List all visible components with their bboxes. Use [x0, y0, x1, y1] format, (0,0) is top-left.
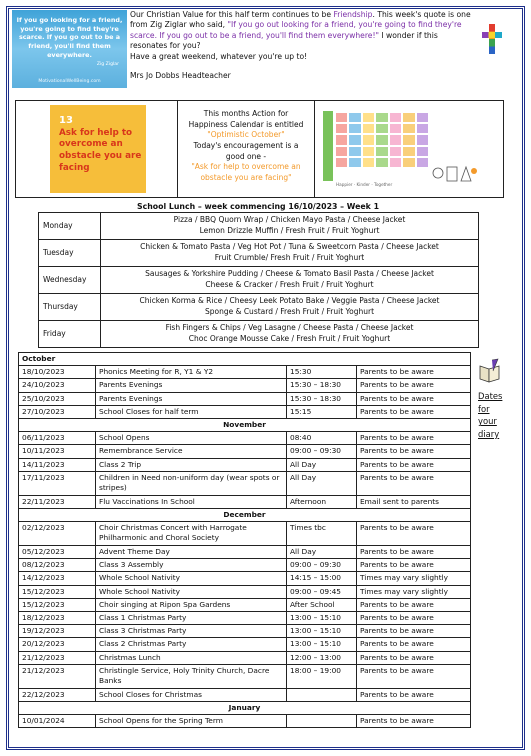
diary-row — [19, 546, 471, 559]
diary-date: 05/12/2023 — [19, 546, 96, 559]
headteacher-signature: Mrs Jo Dobbs Headteacher — [130, 71, 231, 81]
lunch-menu-line1: Fish Fingers & Chips / Veg Lasagne / Cheese Pasta / Cheese Jacket — [165, 323, 414, 333]
intro-suffix: I wonder if this resonates for you? — [130, 30, 438, 51]
diary-event: Choir Christmas Concert with Harrogate Philharmonic and Choral Society — [96, 522, 287, 546]
diary-date: 06/11/2023 — [19, 432, 96, 445]
calendar-cell — [336, 147, 347, 156]
diary-time: 09:00 – 09:30 — [287, 445, 357, 458]
intro-middle: . This week's quote is one from Zig Ziglar who said, — [130, 10, 471, 30]
lunch-day: Monday — [39, 213, 101, 240]
diary-row — [19, 715, 471, 728]
diary-time — [287, 688, 357, 701]
diary-note: Parents to be aware — [357, 651, 471, 664]
calendar-image — [322, 105, 482, 193]
calendar-doodle-icon — [430, 159, 478, 189]
quote-image-signature: Zig Ziglar — [96, 62, 119, 68]
diary-event: Phonics Meeting for R, Y1 & Y2 — [96, 366, 287, 379]
diary-row — [19, 432, 471, 445]
diary-event: Christingle Service, Holy Trinity Church, Dacre Banks — [96, 664, 287, 688]
diary-time: 15:30 – 18:30 — [287, 379, 357, 392]
calendar-cell — [363, 158, 374, 167]
diary-row — [19, 458, 471, 471]
calendar-cell — [390, 113, 401, 122]
calendar-name: "Optimistic October" — [207, 130, 285, 140]
diary-date: 22/12/2023 — [19, 688, 96, 701]
action-line1: This months Action for Happiness Calendar is entitled — [188, 109, 304, 129]
diary-event: Parents Evenings — [96, 379, 287, 392]
diary-row — [19, 612, 471, 625]
calendar-cell — [390, 124, 401, 133]
diary-time: 15:30 – 18:30 — [287, 392, 357, 405]
diary-row — [19, 638, 471, 651]
lunch-row — [39, 213, 479, 240]
diary-date: 24/10/2023 — [19, 379, 96, 392]
diary-time — [287, 715, 357, 728]
diary-row — [19, 405, 471, 418]
diary-event: Class 2 Christmas Party — [96, 638, 287, 651]
diary-time: Afternoon — [287, 495, 357, 508]
diary-time: 14:15 – 15:00 — [287, 572, 357, 585]
calendar-cell — [336, 124, 347, 133]
calendar-cell — [363, 113, 374, 122]
diary-time: 09:00 – 09:45 — [287, 585, 357, 598]
diary-event: School Closes for Christmas — [96, 688, 287, 701]
diary-event: Children in Need non-uniform day (wear spots or stripes) — [96, 471, 287, 495]
diary-note: Parents to be aware — [357, 379, 471, 392]
lunch-day: Wednesday — [39, 267, 101, 294]
diary-month-label: November — [19, 418, 471, 431]
lunch-menu-line2: Cheese & Cracker / Fresh Fruit / Fruit Yoghurt — [205, 280, 374, 289]
calendar-cell — [349, 124, 360, 133]
diary-event: Choir singing at Ripon Spa Gardens — [96, 598, 287, 611]
lunch-row — [39, 321, 479, 348]
header-section — [8, 10, 508, 100]
calendar-cell — [403, 113, 414, 122]
calendar-cell — [363, 135, 374, 144]
diary-date: 17/11/2023 — [19, 471, 96, 495]
diary-time: 15:15 — [287, 405, 357, 418]
lunch-day: Thursday — [39, 294, 101, 321]
diary-note: Parents to be aware — [357, 625, 471, 638]
diary-note: Parents to be aware — [357, 405, 471, 418]
lunch-menu-line1: Pizza / BBQ Quorn Wrap / Chicken Mayo Pasta / Cheese Jacket — [173, 215, 406, 225]
diary-time: 13:00 – 15:10 — [287, 612, 357, 625]
lunch-menu — [101, 240, 479, 267]
lunch-menu — [101, 321, 479, 348]
lunch-menu-line1: Chicken Korma & Rice / Cheesy Leek Potato Bake / Veggie Pasta / Cheese Jacket — [139, 296, 440, 306]
diary-note: Parents to be aware — [357, 688, 471, 701]
lunch-menu — [101, 213, 479, 240]
dates-link-word[interactable]: Dates — [478, 391, 503, 401]
lunch-title: School Lunch – week commencing 16/10/2023 – Week 1 — [137, 202, 379, 211]
diary-note: Parents to be aware — [357, 471, 471, 495]
diary-note: Parents to be aware — [357, 638, 471, 651]
diary-row — [19, 585, 471, 598]
diary-time: After School — [287, 598, 357, 611]
cross-icon — [482, 24, 502, 54]
encouragement-text: "Ask for help to overcome an obstacle you are facing" — [191, 162, 301, 182]
diary-note: Parents to be aware — [357, 715, 471, 728]
diary-date: 27/10/2023 — [19, 405, 96, 418]
diary-event: School Closes for half term — [96, 405, 287, 418]
sticky-note-cell — [16, 101, 178, 197]
diary-date: 20/12/2023 — [19, 638, 96, 651]
calendar-cell — [336, 135, 347, 144]
diary-event: Class 2 Trip — [96, 458, 287, 471]
calendar-cell — [403, 158, 414, 167]
diary-event: Remembrance Service — [96, 445, 287, 458]
dates-for-your-diary-link[interactable] — [478, 390, 502, 440]
calendar-cell — [376, 113, 387, 122]
calendar-cell — [390, 135, 401, 144]
diary-row — [19, 572, 471, 585]
book-quill-icon — [478, 358, 502, 384]
lunch-day: Tuesday — [39, 240, 101, 267]
calendar-cell — [349, 135, 360, 144]
diary-month-row — [19, 353, 471, 366]
lunch-menu-line2: Choc Orange Mousse Cake / Fresh Fruit / Fruit Yoghurt — [188, 334, 391, 343]
diary-event: School Opens for the Spring Term — [96, 715, 287, 728]
quote-image-text: If you go looking for a friend, you're going to find they're scarce. If you go out to be a friend, you'll find them everywhere. — [16, 16, 123, 59]
diary-note: Parents to be aware — [357, 445, 471, 458]
diary-date: 25/10/2023 — [19, 392, 96, 405]
lunch-menu-line1: Sausages & Yorkshire Pudding / Cheese & Tomato Basil Pasta / Cheese Jacket — [145, 269, 434, 279]
diary-date: 10/01/2024 — [19, 715, 96, 728]
diary-date: 15/12/2023 — [19, 585, 96, 598]
calendar-image-cell — [315, 101, 503, 197]
diary-note: Parents to be aware — [357, 664, 471, 688]
headteacher-message — [130, 10, 475, 82]
diary-event: School Opens — [96, 432, 287, 445]
action-line2: Today's encouragement is a good one - — [193, 140, 299, 161]
diary-date: 02/12/2023 — [19, 522, 96, 546]
diary-note: Email sent to parents — [357, 495, 471, 508]
diary-date: 21/12/2023 — [19, 664, 96, 688]
diary-time: 15:30 — [287, 366, 357, 379]
diary-event: Class 1 Christmas Party — [96, 612, 287, 625]
diary-month-label: December — [19, 508, 471, 521]
diary-time: All Day — [287, 458, 357, 471]
calendar-cell — [403, 147, 414, 156]
diary-time: 18:00 – 19:00 — [287, 664, 357, 688]
value-word: Friendship — [333, 10, 373, 19]
diary-note: Times may vary slightly — [357, 585, 471, 598]
diary-note: Parents to be aware — [357, 546, 471, 559]
diary-note: Parents to be aware — [357, 598, 471, 611]
quote-image — [12, 10, 127, 88]
diary-time: Times tbc — [287, 522, 357, 546]
calendar-cell — [376, 135, 387, 144]
dates-link-word[interactable]: diary — [478, 428, 500, 439]
diary-date: 14/11/2023 — [19, 458, 96, 471]
lunch-table — [38, 212, 479, 348]
calendar-cell — [376, 147, 387, 156]
diary-event: Parents Evenings — [96, 392, 287, 405]
action-text-cell — [178, 101, 315, 197]
diary-note: Parents to be aware — [357, 392, 471, 405]
diary-note: Parents to be aware — [357, 522, 471, 546]
calendar-footer: Happier · Kinder · Together — [336, 182, 393, 187]
diary-row — [19, 688, 471, 701]
action-for-happiness-box — [15, 100, 504, 198]
diary-row — [19, 392, 471, 405]
calendar-cell — [336, 158, 347, 167]
diary-row — [19, 664, 471, 688]
diary-event: Flu Vaccinations In School — [96, 495, 287, 508]
diary-date: 18/12/2023 — [19, 612, 96, 625]
diary-time: 08:40 — [287, 432, 357, 445]
calendar-cell — [390, 158, 401, 167]
diary-note: Parents to be aware — [357, 366, 471, 379]
closing-line: Have a great weekend, whatever you're up to! — [130, 51, 308, 61]
sticky-number: 13 — [59, 115, 73, 126]
diary-date: 18/10/2023 — [19, 366, 96, 379]
diary-table — [18, 352, 471, 728]
calendar-cell — [417, 124, 428, 133]
diary-time: 13:00 – 15:10 — [287, 625, 357, 638]
diary-time: All Day — [287, 471, 357, 495]
sticky-note — [50, 105, 146, 193]
calendar-cell — [376, 124, 387, 133]
diary-row — [19, 598, 471, 611]
lunch-day: Friday — [39, 321, 101, 348]
diary-month-row — [19, 701, 471, 714]
diary-month-label: October — [19, 353, 471, 366]
calendar-cell — [349, 147, 360, 156]
calendar-cell — [336, 113, 347, 122]
diary-note: Times may vary slightly — [357, 572, 471, 585]
quote-image-footer: MotivationalWellBeing.com — [38, 78, 101, 84]
diary-row — [19, 625, 471, 638]
diary-event: Whole School Nativity — [96, 585, 287, 598]
quote-text: "If you go out looking for a friend, you're going to find they're scarce. If you go out to be a friend, you'll find them everywhere!" — [130, 20, 462, 40]
diary-time: All Day — [287, 546, 357, 559]
dates-link-word[interactable]: your — [478, 416, 497, 427]
diary-event: Class 3 Assembly — [96, 559, 287, 572]
dates-link-word[interactable]: for — [478, 403, 490, 414]
diary-time: 09:00 – 09:30 — [287, 559, 357, 572]
calendar-cell — [376, 158, 387, 167]
diary-row — [19, 471, 471, 495]
diary-date: 10/11/2023 — [19, 445, 96, 458]
lunch-menu-line2: Lemon Drizzle Muffin / Fresh Fruit / Fruit Yoghurt — [199, 226, 380, 235]
diary-month-label: January — [19, 701, 471, 714]
calendar-cell — [349, 158, 360, 167]
lunch-menu — [101, 294, 479, 321]
diary-date: 21/12/2023 — [19, 651, 96, 664]
diary-event: Whole School Nativity — [96, 572, 287, 585]
calendar-cell — [417, 147, 428, 156]
lunch-row — [39, 294, 479, 321]
diary-row — [19, 445, 471, 458]
calendar-title-strip — [323, 111, 333, 181]
lunch-menu — [101, 267, 479, 294]
calendar-cell — [363, 147, 374, 156]
diary-month-row — [19, 508, 471, 521]
diary-date: 22/11/2023 — [19, 495, 96, 508]
diary-note: Parents to be aware — [357, 458, 471, 471]
diary-month-row — [19, 418, 471, 431]
diary-note: Parents to be aware — [357, 612, 471, 625]
diary-row — [19, 559, 471, 572]
diary-note: Parents to be aware — [357, 559, 471, 572]
diary-event: Christmas Lunch — [96, 651, 287, 664]
diary-row — [19, 522, 471, 546]
lunch-menu-line2: Fruit Crumble/ Fresh Fruit / Fruit Yoghurt — [214, 253, 365, 262]
calendar-cell — [417, 113, 428, 122]
diary-row — [19, 651, 471, 664]
diary-date: 08/12/2023 — [19, 559, 96, 572]
diary-time: 13:00 – 15:10 — [287, 638, 357, 651]
calendar-cell — [390, 147, 401, 156]
diary-event: Advent Theme Day — [96, 546, 287, 559]
diary-note: Parents to be aware — [357, 432, 471, 445]
calendar-cell — [403, 135, 414, 144]
diary-row — [19, 366, 471, 379]
sticky-text: Ask for help to overcome an obstacle you are facing — [59, 127, 142, 174]
calendar-grid — [336, 113, 428, 167]
lunch-row — [39, 240, 479, 267]
diary-date: 15/12/2023 — [19, 598, 96, 611]
lunch-menu-line2: Sponge & Custard / Fresh Fruit / Fruit Yoghurt — [204, 307, 375, 316]
lunch-row — [39, 267, 479, 294]
lunch-menu-line1: Chicken & Tomato Pasta / Veg Hot Pot / Tuna & Sweetcorn Pasta / Cheese Jacket — [140, 242, 439, 252]
calendar-cell — [417, 135, 428, 144]
diary-date: 14/12/2023 — [19, 572, 96, 585]
diary-time: 12:00 – 13:00 — [287, 651, 357, 664]
calendar-cell — [403, 124, 414, 133]
calendar-cell — [417, 158, 428, 167]
calendar-cell — [349, 113, 360, 122]
diary-date: 19/12/2023 — [19, 625, 96, 638]
diary-row — [19, 495, 471, 508]
diary-row — [19, 379, 471, 392]
calendar-cell — [363, 124, 374, 133]
diary-event: Class 3 Christmas Party — [96, 625, 287, 638]
intro-prefix: Our Christian Value for this half term continues to be — [130, 10, 332, 19]
